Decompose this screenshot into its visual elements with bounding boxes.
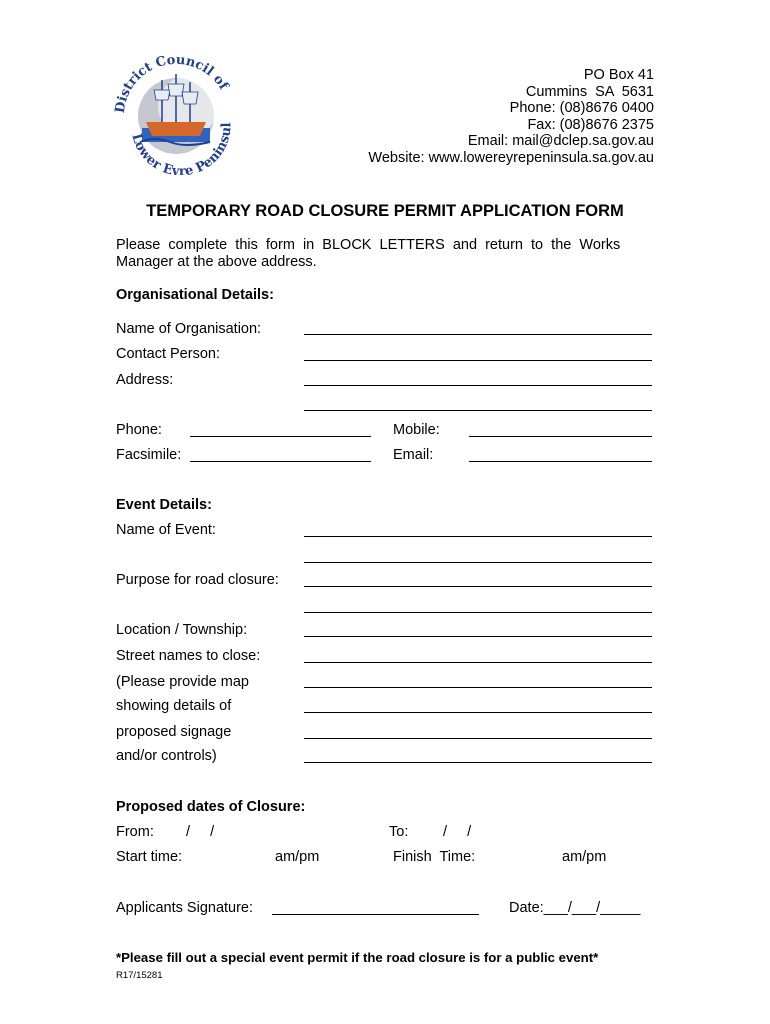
map-note-line-3: proposed signage bbox=[116, 724, 232, 740]
purpose-label: Purpose for road closure: bbox=[116, 572, 279, 588]
date-field[interactable]: Date:___/___/_____ bbox=[509, 900, 641, 916]
email-text[interactable]: Email: mail@dclep.sa.gov.au bbox=[467, 133, 654, 149]
fax-text: Fax: (08)8676 2375 bbox=[527, 117, 654, 133]
map-note-line-4: and/or controls) bbox=[116, 748, 217, 764]
organisation-name-field[interactable] bbox=[304, 334, 652, 335]
dates-heading: Proposed dates of Closure: bbox=[116, 799, 306, 815]
mobile-label: Mobile: bbox=[393, 422, 440, 438]
signature-label: Applicants Signature: bbox=[116, 900, 254, 916]
map-note-line-2: showing details of bbox=[116, 698, 232, 714]
event-name-field-1[interactable] bbox=[304, 536, 652, 537]
purpose-field-1[interactable] bbox=[304, 586, 652, 587]
po-box: PO Box 41 bbox=[583, 67, 654, 83]
event-heading: Event Details: bbox=[116, 497, 212, 513]
email-label: Email: bbox=[393, 447, 434, 463]
streets-field-4[interactable] bbox=[304, 738, 652, 739]
streets-field-1[interactable] bbox=[304, 662, 652, 663]
address-label: Address: bbox=[116, 372, 174, 388]
organisation-heading: Organisational Details: bbox=[116, 287, 274, 303]
mobile-field[interactable] bbox=[469, 436, 652, 437]
form-title: TEMPORARY ROAD CLOSURE PERMIT APPLICATION FORM bbox=[146, 202, 624, 220]
finish-time-label: Finish Time: bbox=[393, 849, 476, 865]
phone-text: Phone: (08)8676 0400 bbox=[509, 100, 654, 116]
contact-person-field[interactable] bbox=[304, 360, 652, 361]
special-event-note: *Please fill out a special event permit if the road closure is for a public event* bbox=[116, 950, 599, 965]
streets-field-2[interactable] bbox=[304, 687, 652, 688]
location-label: Location / Township: bbox=[116, 622, 248, 638]
finish-ampm[interactable]: am/pm bbox=[562, 849, 607, 865]
council-seal-ship-icon bbox=[110, 50, 240, 175]
reference-number: R17/15281 bbox=[116, 970, 163, 981]
facsimile-field[interactable] bbox=[190, 461, 371, 462]
start-ampm[interactable]: am/pm bbox=[275, 849, 320, 865]
event-name-field-2[interactable] bbox=[304, 562, 652, 563]
facsimile-label: Facsimile: bbox=[116, 447, 182, 463]
phone-field[interactable] bbox=[190, 436, 371, 437]
start-time-label: Start time: bbox=[116, 849, 183, 865]
signature-field[interactable] bbox=[272, 914, 479, 915]
organisation-name-label: Name of Organisation: bbox=[116, 321, 262, 337]
address-field-1[interactable] bbox=[304, 385, 652, 386]
town: Cummins SA 5631 bbox=[525, 84, 654, 100]
address-field-2[interactable] bbox=[304, 410, 652, 411]
svg-text:Lower Eyre Peninsula: Lower Eyre Peninsul bbox=[128, 122, 235, 175]
email-field[interactable] bbox=[469, 461, 652, 462]
website-text[interactable]: Website: www.lowereyrepeninsula.sa.gov.au bbox=[368, 150, 654, 166]
map-note-line-1: (Please provide map bbox=[116, 674, 249, 690]
location-field[interactable] bbox=[304, 636, 652, 637]
contact-person-label: Contact Person: bbox=[116, 346, 220, 362]
phone-label: Phone: bbox=[116, 422, 162, 438]
purpose-field-2[interactable] bbox=[304, 612, 652, 613]
intro-line-2: Manager at the above address. bbox=[116, 254, 317, 270]
streets-field-3[interactable] bbox=[304, 712, 652, 713]
event-name-label: Name of Event: bbox=[116, 522, 216, 538]
from-date-field[interactable]: / / bbox=[186, 824, 215, 840]
svg-text:District Council of: District Council of bbox=[112, 52, 231, 115]
council-logo bbox=[110, 50, 240, 175]
streets-field-5[interactable] bbox=[304, 762, 652, 763]
to-date-field[interactable]: / / bbox=[443, 824, 472, 840]
streets-label: Street names to close: bbox=[116, 648, 261, 664]
intro-line-1: Please complete this form in BLOCK LETTERS and return to the Works bbox=[116, 237, 621, 253]
from-label: From: bbox=[116, 824, 154, 840]
to-label: To: bbox=[389, 824, 409, 840]
